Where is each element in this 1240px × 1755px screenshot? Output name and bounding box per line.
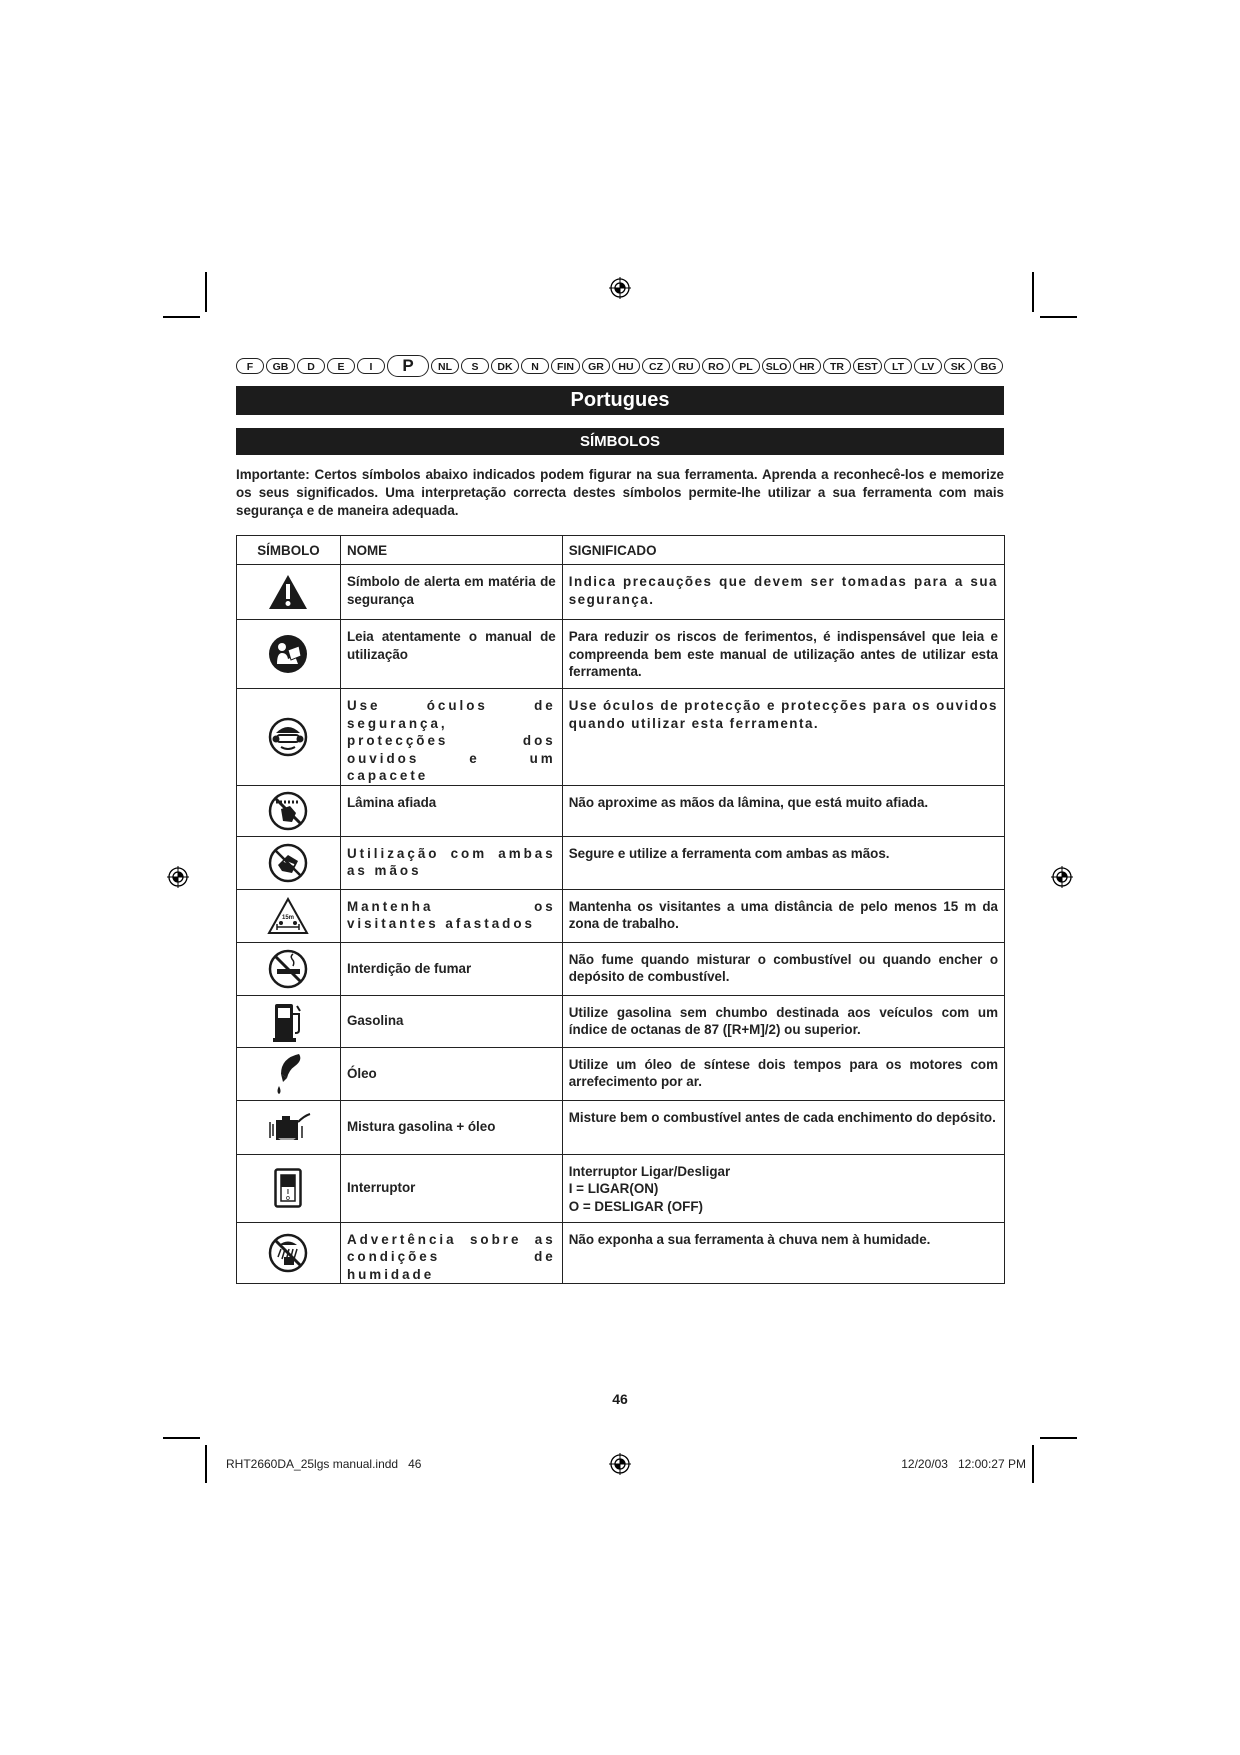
meaning-cell: Indica precauções que devem ser tomadas para a sua segurança.	[562, 565, 1004, 620]
registration-mark-icon	[609, 1453, 631, 1475]
footer-timestamp: 12/20/03 12:00:27 PM	[901, 1457, 1026, 1471]
intro-paragraph: Importante: Certos símbolos abaixo indicados podem figurar na sua ferramenta. Aprenda a reconhecê-los e memorize os seus significados. Uma interpretação correcta destes símbolos permite-lhe utilizar a sua ferramenta com mais segurança e de maneira adequada.	[236, 467, 1004, 518]
name-text: Utilização com ambas as mãos	[346, 845, 556, 878]
crop-mark	[1032, 272, 1034, 312]
meaning-cell: Segure e utilize a ferramenta com ambas as mãos.	[562, 836, 1004, 889]
crop-mark	[1040, 316, 1077, 318]
language-tab-cz[interactable]: CZ	[642, 358, 670, 374]
symbol-cell	[237, 836, 341, 889]
crop-mark	[163, 316, 200, 318]
no-rain-icon	[268, 1233, 308, 1273]
name-text: Mantenha os visitantes afastados	[346, 898, 556, 931]
symbol-cell	[237, 1100, 341, 1154]
eye-ear-head-protection-icon	[268, 717, 308, 757]
table-row	[237, 1154, 1005, 1222]
registration-mark-icon	[609, 277, 631, 299]
name-cell: Gasolina	[340, 995, 562, 1047]
language-tab-slo[interactable]: SLO	[762, 358, 791, 374]
symbol-cell	[237, 1222, 341, 1284]
language-tab-lt[interactable]: LT	[884, 358, 912, 374]
language-tab-i[interactable]: I	[357, 358, 385, 374]
name-text: Use óculos de segurança, protecções dos ouvidos e um capacete	[346, 698, 556, 783]
meaning-cell: Para reduzir os riscos de ferimentos, é indispensável que leia e compreenda bem este manual de utilização antes de utilizar esta ferramenta.	[562, 620, 1004, 689]
language-tab-hu[interactable]: HU	[612, 358, 640, 374]
name-cell: Interruptor	[340, 1154, 562, 1222]
table-row	[237, 836, 1005, 889]
language-tab-fin[interactable]: FIN	[551, 358, 580, 374]
table-row	[237, 1222, 1005, 1284]
meaning-cell: Utilize um óleo de síntese dois tempos para os motores com arrefecimento por ar.	[562, 1047, 1004, 1100]
crop-mark	[1040, 1437, 1077, 1439]
table-row	[237, 620, 1005, 689]
registration-mark-icon	[167, 866, 189, 888]
bystander-distance-text: 15m	[282, 914, 295, 921]
meaning-cell: Não exponha a sua ferramenta à chuva nem à humidade.	[562, 1222, 1004, 1284]
crop-mark	[205, 272, 207, 312]
read-manual-icon	[268, 634, 308, 674]
symbol-cell	[237, 1154, 341, 1222]
name-cell: Óleo	[340, 1047, 562, 1100]
name-cell	[340, 889, 562, 942]
language-tab-gb[interactable]: GB	[266, 358, 295, 374]
language-tab-ru[interactable]: RU	[672, 358, 700, 374]
switch-label-o: O	[286, 1196, 291, 1202]
language-tab-lv[interactable]: LV	[914, 358, 942, 374]
language-tab-est[interactable]: EST	[853, 358, 882, 374]
meaning-cell: Não aproxime as mãos da lâmina, que está muito afiada.	[562, 785, 1004, 836]
column-header-meaning: SIGNIFICADO	[562, 536, 1004, 565]
language-tab-e[interactable]: E	[327, 358, 355, 374]
registration-mark-icon	[1051, 866, 1073, 888]
language-tab-nl[interactable]: NL	[431, 358, 459, 374]
language-tab-dk[interactable]: DK	[491, 358, 519, 374]
column-header-symbol: SÍMBOLO	[237, 536, 341, 565]
table-row	[237, 889, 1005, 942]
column-header-name: NOME	[340, 536, 562, 565]
language-tab-bg[interactable]: BG	[974, 358, 1003, 374]
table-row	[237, 1100, 1005, 1154]
safety-alert-icon	[268, 574, 308, 610]
language-tab-f[interactable]: F	[236, 358, 264, 374]
meaning-cell: Mantenha os visitantes a uma distância de pelo menos 15 m da zona de trabalho.	[562, 889, 1004, 942]
language-tabs	[236, 355, 1006, 377]
page-number: 46	[612, 1391, 628, 1407]
symbol-cell	[237, 565, 341, 620]
page-title: Portugues	[236, 386, 1004, 415]
name-cell: Lâmina afiada	[340, 785, 562, 836]
symbol-cell	[237, 995, 341, 1047]
meaning-text: Use óculos de protecção e protecções para os ouvidos quando utilizar esta ferramenta.	[568, 698, 998, 731]
table-header-row	[237, 536, 1005, 565]
symbol-cell	[237, 889, 341, 942]
footer-file-info: RHT2660DA_25lgs manual.indd 46	[226, 1457, 422, 1471]
language-tab-n[interactable]: N	[521, 358, 549, 374]
meaning-line: O = DESLIGAR (OFF)	[568, 1198, 703, 1214]
language-tab-hr[interactable]: HR	[793, 358, 821, 374]
name-cell	[340, 836, 562, 889]
table-row	[237, 1047, 1005, 1100]
name-cell: Leia atentamente o manual de utilização	[340, 620, 562, 689]
fuel-mix-can-icon	[264, 1108, 312, 1146]
oil-drop-icon	[273, 1052, 303, 1096]
table-row	[237, 689, 1005, 786]
meaning-cell	[562, 689, 1004, 786]
crop-mark	[163, 1437, 200, 1439]
language-tab-d[interactable]: D	[297, 358, 325, 374]
meaning-cell: Não fume quando misturar o combustível ou quando encher o depósito de combustível.	[562, 942, 1004, 995]
table-row	[237, 995, 1005, 1047]
crop-mark	[1032, 1445, 1034, 1483]
name-cell	[340, 689, 562, 786]
no-smoking-icon	[268, 949, 308, 989]
symbol-cell	[237, 620, 341, 689]
symbols-table	[236, 535, 1005, 1284]
name-cell	[340, 1222, 562, 1284]
on-off-switch-icon	[274, 1168, 302, 1208]
language-tab-sk[interactable]: SK	[944, 358, 972, 374]
name-cell: Símbolo de alerta em matéria de segurança	[340, 565, 562, 620]
keep-bystanders-away-icon	[267, 897, 309, 935]
meaning-line: Interruptor Ligar/Desligar	[568, 1163, 731, 1179]
language-tab-gr[interactable]: GR	[582, 358, 610, 374]
name-cell: Interdição de fumar	[340, 942, 562, 995]
crop-mark	[205, 1445, 207, 1483]
section-title: SÍMBOLOS	[236, 428, 1004, 455]
meaning-cell: Utilize gasolina sem chumbo destinada aos veículos com um índice de octanas de 87 ([R+M]/2) ou superior.	[562, 995, 1004, 1047]
meaning-cell: Misture bem o combustível antes de cada enchimento do depósito.	[562, 1100, 1004, 1154]
symbol-cell	[237, 942, 341, 995]
language-tab-s[interactable]: S	[461, 358, 489, 374]
language-tab-ro[interactable]: RO	[702, 358, 730, 374]
symbol-cell	[237, 689, 341, 786]
fuel-pump-icon	[273, 1000, 303, 1042]
switch-label-i: I	[287, 1189, 290, 1196]
sharp-blade-icon	[268, 791, 308, 831]
language-tab-tr[interactable]: TR	[823, 358, 851, 374]
language-tab-pl[interactable]: PL	[732, 358, 760, 374]
table-row	[237, 942, 1005, 995]
two-hands-icon	[268, 843, 308, 883]
name-text: Advertência sobre as condições de humidade	[346, 1231, 556, 1282]
meaning-cell	[562, 1154, 1004, 1222]
table-row	[237, 565, 1005, 620]
symbol-cell	[237, 1047, 341, 1100]
meaning-line: I = LIGAR(ON)	[568, 1181, 659, 1196]
language-tab-p[interactable]: P	[387, 355, 429, 377]
table-row	[237, 785, 1005, 836]
name-cell: Mistura gasolina + óleo	[340, 1100, 562, 1154]
symbol-cell	[237, 785, 341, 836]
